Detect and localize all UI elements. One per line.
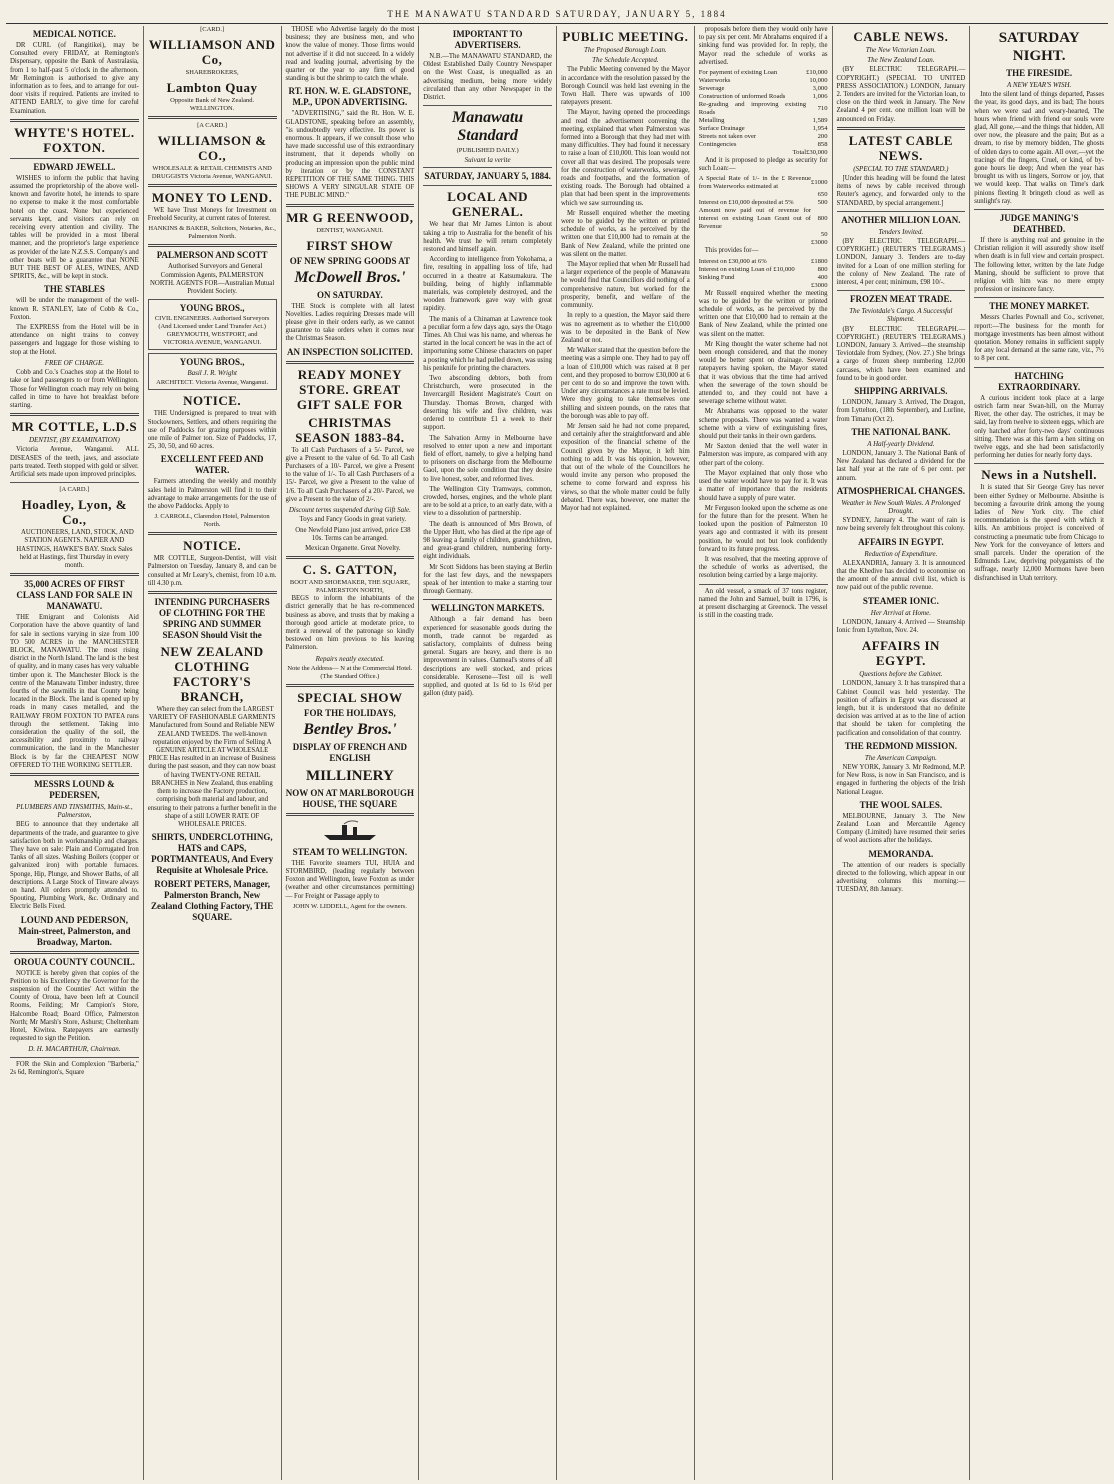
divider [699, 584, 828, 585]
ionic-heading: STEAMER IONIC. [862, 595, 939, 606]
divider [286, 361, 415, 364]
local-text-5: The Salvation Army in Melbourne have resolved to enter upon a new and important field of effort, namely, to give a helping hand to prisoners on discharge from the Melbourne Gaol, upon the sole condition that they desire to live honest, sober, and reformed lives. [423, 434, 552, 483]
schedule-table [699, 69, 828, 157]
page-header: THE MANAWATU STANDARD SATURDAY, JANUARY 5, 1884 [6, 6, 1108, 24]
schedule-amount: 10,000 [809, 77, 828, 85]
medical-text: DR CURL (of Rangitikei), may be Consulted every FRIDAY, at Remington's Dispensary, opposite the Bank of Australasia, from 1 to half-past 5 o'clock in the afternoon. Mr Remington is authorised to give any information as to fees, and to arrange for out-door visits if required. Patients are invited to ATTEND EARLY, to give time for careful Examination. [10, 42, 139, 115]
million-sub: Tenders Invited. [878, 227, 924, 236]
oroua-text: NOTICE is hereby given that copies of the Petition to his Excellency the Governor for the suspension of the Counties' Act within the County of Oroua, have been left at Council Rooms, Feilding; Mr Campion's Store, Halcombe Road; Board Office, Palmerston North; Mr Marsh's Store, Ashurst; Cheltenham Hotel, Kiwitea. Ratepayers are earnestly requested to sign the Petition. [10, 969, 139, 1043]
nutshell-text: It is stated that Sir George Grey has never been either Sydney or Melbourne. Absinthe is becoming a favourite drink among the young ladies of New York city. The chief recommendation is the speed with which it kills. An ambitious project is conceived of constructing a pneumatic tube from Chicago to New York for the conveyance of letters and small parcels. Under the operation of the Edmunds Law, depriving polygamists of the suffrage, nearly 12,000 Mormons have been disfranchised in Utah territory. [974, 484, 1104, 582]
issue-date: SATURDAY, JANUARY 5, 1884. [424, 171, 551, 182]
architect-text: ARCHITECT. Victoria Avenue, Wanganui. [156, 379, 269, 387]
notice2-text: MR COTTLE, Surgeon-Dentist, will visit Palmerston on Tuesday, January 8, and can be consulted at Mr Leary's, chemist, from 10 a.m. till 4.30 p.m. [147, 555, 277, 587]
steamer-icon [286, 819, 415, 844]
meeting-text-5: In reply to a question, the Mayor said there was no agreement as to whether the £10,000 was to be deposited in the Bank of New Zealand or not. [561, 312, 690, 344]
schedule-label: Construction of unformed Roads [698, 93, 786, 101]
oroua-heading: OROUA COUNTY COUNCIL. [13, 956, 135, 967]
hatching-text: A curious incident took place at a large ostrich farm near Swan-hill, on the Murray River, the other day. The ostriches, it may be said, lay from twelve to sixteen eggs, which are only hatched after forty-two days' continuous sitting. There was at this farm a hen sitting on twelve eggs, and she had been satisfactorily performing her duties for nearly forty days. [974, 394, 1104, 460]
bank-heading: THE NATIONAL BANK. [851, 426, 951, 437]
newyear-heading: A NEW YEAR'S WISH. [1006, 81, 1072, 89]
columns [6, 26, 1108, 1480]
text-1: Mr Russell enquired whether the meeting was to be guided by the written or printed schedule of works, as he perceived by the written one that £10,000 had to remain at the Bank of New Zealand, while the printed one was silent on the matter. [698, 289, 828, 338]
money-market-heading: THE MONEY MARKET. [989, 301, 1089, 312]
divider [423, 167, 552, 168]
schedule-amount: 710 [817, 105, 828, 113]
feed-text: Farmers attending the weekly and monthly sales held in Palmerston will find it to their advantage to make arrangements for the use of the above Paddocks. Apply to [147, 478, 277, 511]
piano: One Newfold Piano just arrived, price £38 10s. Terms can be arranged. [295, 526, 411, 542]
column-4 [419, 26, 557, 1480]
column-7 [833, 26, 971, 1480]
lound-text: BEG to announce that they undertake all departments of the trade, and guarantee to give satisfaction both in workmanship and charges. They have on sale: Plain and Corrugated Iron Tanks of all sizes. Washing Boilers (copper or galvanized iron) with portable furnaces. Sponge, Hip, Plunge, and Shower Baths, of all descriptions. A Large Stock of Tinware always on hand. All orders promptly attended to. Spouting, Plumbing Work, &c. Ordinary and Electric Bells Fixed. [10, 821, 139, 911]
address: Note the Address— N at the Commercial Hotel. (The Standard Office.) [287, 664, 413, 680]
young-bros-heading: YOUNG BROS., [179, 303, 245, 314]
schedule-label: Surface Drainage [698, 125, 745, 133]
millinery: MILLINERY [305, 767, 394, 784]
young-bros-architect-ad [148, 353, 277, 390]
inspection: AN INSPECTION SOLICITED. [286, 346, 413, 357]
meeting-text-2: The Mayor, having opened the proceedings and read the advertisement convening the meeting, explained that when Palmerston was formed into a Borough that they had met with many difficulties. They had found it necessary to raise a loan of £10,000. This loan would not cover all that was desired. The proposals were for the construction of waterworks, sewerage, roads and footpaths, and the formation of existing roads. The Borough had obtained a plan that had been spent in the improvements which we saw surrounding us. [561, 109, 690, 207]
williamson-sharebrokers: WILLIAMSON AND Co, [148, 37, 276, 67]
meeting-text-3: Mr Russell enquired whether the meeting were to be guided by the written or printed schedule of works, as he perceived by the written one that £10,000 had to remain at the Bank of New Zealand, while the printed one was silent on the matter. [561, 209, 690, 258]
chemists-sub: WHOLESALE & RETAIL CHEMISTS AND DRUGGISTS Victoria Avenue, WANGANUI. [151, 165, 273, 180]
divider [148, 591, 277, 594]
gladstone-text: "ADVERTISING," said the Rt. Hon. W. E. GLADSTONE, speaking before an assembly, "is undoubtedly very effective. Its power is enormous. It appears, if we consult those who have made successful use of this extraordinary instrument, that it depends wholly on producing an impression upon the public mind by iteration or by the CONSTANT REPETITION OF THE SAME THING. THIS SHOWS A VERY SINGULAR STATE OF THE PUBLIC MIND." [285, 110, 415, 200]
hatching-heading: HATCHING EXTRAORDINARY. [998, 370, 1081, 392]
nutshell-heading: News in a Nutshell. [981, 467, 1097, 483]
memoranda-heading: MEMORANDA. [868, 848, 934, 859]
divider [10, 951, 139, 954]
lambton-sub: Opposite Bank of New Zealand. WELLINGTON. [170, 97, 255, 112]
divider [423, 105, 552, 106]
divider [148, 532, 277, 535]
wellington-text: Although a fair demand has been experienced for seasonable goods during the month, trade cannot be regarded as satisfactory, complaints of dulness being general. Sugars are heavy, and there is no improvement in values. Oatmeal's stores of all descriptions are well stocked, and prices considerable. Kerosene—Test oil is well supplied, and quoted at 1s 6d to 1s 6½d per gallon (duty paid). [423, 616, 552, 698]
india-text: ALEXANDRIA, January 3. It is announced that the Khedive has decided to economise on the amount of the annual civil list, which is now paid out of the public revenue. [836, 559, 966, 592]
shirts-heading: SHIRTS, UNDERCLOTHING, HATS and CAPS, PORTMANTEAUS, And Every Requisite at Wholesale Price. [151, 832, 274, 876]
schedule-label: Waterworks [698, 77, 731, 85]
spring-goods: OF NEW SPRING GOODS AT [289, 255, 411, 266]
security-text: And it is proposed to pledge as security for such Loan:— [698, 157, 828, 173]
sharebrokers-label: SHAREBROKERS, [185, 69, 239, 76]
schedule-label: Sewerage [698, 85, 725, 93]
memoranda-text: The attention of our readers is specially directed to the following, which appear in our advertising columns this morning:— TUESDAY, 8th January. [836, 861, 966, 894]
money-heading: MONEY TO LEND. [151, 190, 273, 205]
schedule-row [699, 85, 828, 93]
text-7: It was resolved, that the meeting approve of the schedule of works as advertised, the resolution being carried by a large majority. [698, 555, 828, 580]
million-text: (BY ELECTRIC TELEGRAPH.—COPYRIGHT.) (REUTER'S TELEGRAMS.) LONDON, January 3. Tenders are to-day invited for a Loan of one million sterling for the colony of New Zealand. The rate of interest, 4 per cent; minimum, £98 10/-. [836, 238, 966, 287]
text-8: An old vessel, a smack of 37 tons register, named the John and Samuel, built in 1796, is at present discharging at Greenock. The vessel is still in the coasting trade. [698, 587, 828, 620]
schedule-amount: 1,006 [812, 93, 828, 101]
security-table: A Special Rate of 1/- in the £ Revenue from Waterworks estimated at £1000 650 Interest on £10,000 deposited at 5% 500 Amount now paid out of revenue for interest on existing Loan Grant out of Revenue 800 50 £3000 [698, 175, 828, 247]
stables-text: will be under the management of the well-known R. STANLEY, late of Cobb & Co., Foxton. [10, 297, 139, 321]
express-text: The EXPRESS from the Hotel will be in attendance on night trains to convey passengers and luggage for those wishing to stop at the Hotel. [10, 324, 139, 356]
egypt-text: LONDON, January 3. It has transpired that a Cabinet Council was held yesterday. The position of affairs in Egypt was discussed at length, but it is understood that no definite decision was arrived at as to the line of action that should be taken for completing the pacification and consolidation of that country. [836, 680, 966, 737]
schedule-amount: 1,589 [812, 117, 828, 125]
schedule-label: Metalling [698, 117, 725, 125]
now-on: NOW ON AT MARLBOROUGH HOUSE, THE SQUARE [285, 787, 414, 809]
schedule-row [699, 93, 828, 101]
lound-heading: MESSRS LOUND & PEDERSEN, [34, 779, 115, 800]
text-3: Mr Abrahams was opposed to the water scheme proposals. There was wanted a water scheme with a view of extinguishing fires, should put their tanks in their own gardens. [698, 408, 828, 441]
cable-text: (BY ELECTRIC TELEGRAPH.—COPYRIGHT.) (SPECIAL TO UNITED PRESS ASSOCIATION.) LONDON, January 2. Tenders are invited for the Victorian loan, to close on the third week in January. The New Zealand 4 per cent. one million loan will be announced on Friday. [836, 66, 966, 123]
display: DISPLAY OF FRENCH AND ENGLISH [292, 741, 407, 763]
repairs: Repairs neatly executed. [315, 654, 385, 663]
gatton-text: BEGS to inform the inhabitants of the district generally that he has re-commenced business as above, and trusts that by making a thorough good article at moderate price, to merit a renewal of the patronage so kindly bestowed on him previous to his leaving Palmerston. [285, 595, 415, 652]
nz-clothing-heading: NEW ZEALAND CLOTHING FACTORY'S BRANCH, [160, 644, 264, 705]
schedule-row [699, 133, 828, 141]
frozen-text: (BY ELECTRIC TELEGRAPH.—COPYRIGHT.) (REUTER'S TELEGRAMS.) LONDON, January 3. Arrived—the steamship Teviotdale from Sydney, (Nov. 27.) She brings a cargo of frozen sheep numbering 12,000 carcases, which have been examined and found to be in good order. [836, 325, 966, 382]
atmos-heading: ATMOSPHERICAL CHANGES. [836, 485, 966, 496]
first-show: FIRST SHOW [306, 237, 394, 253]
divider [10, 482, 139, 483]
column-3 [282, 26, 420, 1480]
lound-sub: PLUMBERS AND TINSMITHS, Main-st., Palmerston, [16, 803, 133, 820]
divider [974, 367, 1104, 368]
schedule-row [699, 125, 828, 133]
bank-sub: A Half-yearly Dividend. [867, 439, 935, 448]
stables-heading: THE STABLES [43, 284, 105, 295]
special-show: SPECIAL SHOW [297, 689, 403, 705]
fireside-heading: THE FIRESIDE. [1006, 68, 1073, 78]
young-bros-text: CIVIL ENGINEERS. Authorised Surveyors (And Licensed under Land Transfer Act.) GREYMOUTH, WESTPORT, and VICTORIA AVENUE, WANGANUI. [154, 315, 270, 347]
card-label: [CARD.] [200, 26, 225, 33]
meeting-text-6: Mr Walker stated that the question before the meeting was a simple one. They had to pay off a loan of £10,000 which was raised at 8 per cent, and they proposed to borrow £30,000 at 6 per cent to do so and improve the town with. Under any circumstances a rate must be levied. Were they going to take themselves one shilling and sixteen pounds, on the rates that the borough was able to pay off. [561, 347, 690, 420]
local-text-1: We hear that Mr James Linton is about taking a trip to Australia for the benefit of his health. We trust he will return completely restored and himself again. [423, 221, 552, 254]
schedule-label: Contingencies [698, 141, 737, 149]
latest-sub: (SPECIAL TO THE STANDARD.) [853, 164, 949, 173]
medical-heading: MEDICAL NOTICE. [32, 29, 116, 39]
ready-money: READY MONEY STORE. GREAT GIFT SALE FOR [296, 366, 403, 412]
saturday-heading: SATURDAY NIGHT. [998, 30, 1080, 64]
mcdowell-text: THE Stock is complete with all latest Novelties. Ladies requiring Dresses made will please give in their orders early, as we cannot guarantee to take orders when it comes near the Christmas Season. [285, 302, 415, 343]
cottle-text: Victoria Avenue, Wanganui. ALL DISEASES of the teeth, jaws, and associate parts treated. Teeth stopped with gold or silver. Artificial sets made upon improved principles. [10, 446, 139, 478]
divider [10, 1057, 139, 1058]
india-sub: Reduction of Expenditure. [864, 549, 938, 558]
published-daily: (PUBLISHED DAILY.) [456, 147, 519, 155]
hoadley-card: [A CARD.] [59, 486, 90, 494]
judge-heading: JUDGE MANING'S DEATHBED. [999, 213, 1079, 235]
hotel-text: WISHES to inform the public that having assumed the proprietorship of the above well-known and favorite hotel, he intends to spare no expense to make it the most comfortable hotel on the coast. None but experienced servants kept, and visitors can rely on receiving every attention and civility. The tables will be provided in a most liberal manner, and the proprietor's large experience as provider of the late N.Z.S.S. Company's and other boats will be a guarantee that NONE BUT THE BEST OF ALES, WINES, AND SPIRITS, &c., will be kept in stock. [10, 174, 139, 281]
cottle-heading: MR COTTLE, L.D.S [11, 419, 138, 435]
hoadley-text: AUCTIONEERS, LAND, STOCK, AND STATION AGENTS. NAPIER AND HASTINGS, HAWKE'S BAY. Stock Sales held at Hastings, first Thursday in every month. [16, 529, 134, 569]
divider [286, 204, 415, 207]
greenwood-sub: DENTIST, WANGANUI. [316, 226, 384, 234]
palmerson-text: Authorised Surveyors and General Commission Agents, PALMERSTON NORTH. AGENTS FOR—Australian Mutual Provident Society. [150, 263, 275, 296]
oroua-sign: D. H. MACARTHUR, Chairman. [28, 1045, 121, 1054]
steam-text: THE Favorite steamers TUI, HUIA and STORMBIRD, (leading regularly between Foxton and Wellington, leave Foxton as under (weather and other circumstances permitting)— For Freight or Passage apply to [285, 859, 415, 900]
gatton-sub: BOOT AND SHOEMAKER, THE SQUARE, PALMERSTON NORTH, [289, 579, 410, 595]
meeting-text-1: The Public Meeting convened by the Mayor in accordance with the resolution passed by the Borough Council was held last evening in the Town Hall. There was upwards of 100 ratepayers present. [561, 66, 690, 107]
christmas-season: CHRISTMAS SEASON 1883-84. [295, 414, 405, 445]
shipping-text: LONDON, January 3. Arrived, The Dragon, from Lyttelton, (18th September), and Lurline, from Timaru (Oct 2). [836, 399, 966, 423]
lambton-quay: Lambton Quay [166, 80, 258, 95]
redmond-sub: The American Campaign. [864, 753, 937, 762]
schedule-amount: £10,000 [806, 69, 828, 77]
schedule-amount: 858 [817, 141, 828, 149]
bentley-bros: Bentley Bros.' [303, 720, 397, 738]
wellington-heading: WELLINGTON MARKETS. [430, 603, 545, 614]
young-bros-heading: YOUNG BROS., [179, 357, 245, 368]
intending-heading: INTENDING PURCHASERS OF CLOTHING FOR THE SPRING AND SUMMER SEASON Should Visit the [154, 597, 270, 641]
hotel-heading: WHYTE'S HOTEL. FOXTON. [14, 124, 135, 155]
money-text: WE have Trust Moneys for Investment on Freehold Security, at current rates of Interest. [147, 207, 277, 223]
divider [10, 413, 139, 416]
cable-heading: CABLE NEWS. [853, 29, 949, 44]
divider [148, 116, 277, 119]
column-8 [970, 26, 1108, 1480]
toys: Toys and Fancy Goods in great variety. [299, 516, 407, 524]
motto: Suivant la verite [464, 156, 511, 165]
important-text: N.B.—The MANAWATU STANDARD, the Oldest Established Daily Country Newspaper on the West Coast, is unequalled as an advertising medium, being more widely circulated than any other Newspaper in the District. [423, 53, 552, 102]
divider [837, 211, 966, 212]
schedule-amount: 200 [817, 133, 828, 141]
local-text-8: Mr Scott Siddons has been staying at Berlin for the last few days, and the newspapers speak of her intention to make a starring tour through Germany. [423, 563, 552, 596]
divider [286, 684, 415, 687]
text-4: Mr Saxton denied that the well water in Palmerston was impure, as compared with any other part of the colony. [698, 443, 828, 467]
schedule-amount: 1,954 [812, 125, 828, 133]
latest-note: [Under this heading will be found the latest items of news by cable received through Reuter's agency, and forwarded only to the STANDARD, by special arrangement.] [836, 175, 966, 207]
atmos-text: SYDNEY, January 4. The want of rain is now being severely felt throughout this colony. [836, 517, 966, 533]
local-text-2: According to intelligence from Yokohama, a fire, resulting in appalling loss of life, had occurred in a theatre at Katsumakura. The building, being of highly inflammable materials, was completely destroyed, and the wooden framework gave way with great rapidity. [423, 256, 552, 313]
peters-sign: ROBERT PETERS, Manager, Palmerston Branch, New Zealand Clothing Factory, THE SQUARE. [150, 879, 274, 923]
meeting-text-7: Mr Jensen said he had not come prepared, and certainly after the straightforward and able exposition of the financial scheme of the Council given by the Mayor, it left him nothing to add. It was his opinion, however, that out of the whole of the Councillors he would invite any person who proposed the scheme to come forward and express his views, so that the whole matter could be fully debated. There was, however, one matter the Mayor had not explained. [561, 422, 690, 512]
divider [286, 556, 415, 559]
liddell-sign: JOHN W. LIDDELL, Agent for the owners. [292, 902, 407, 910]
gift-text: To all Cash Purchasers of a 5/- Parcel, we give a Present to the value of 6d. To all Cash Purchasers of a 10/- Parcel, we give a Present to the value of 1/-. To all Cash Purchasers of a 15/- Parcel, we give a Present to the value of 1/6. To all Cash Purchasers of a 20/- Parcel, we give a Present to the value of 2/-. [285, 446, 415, 503]
cable-sub-1: The New Victorian Loan. [865, 46, 936, 54]
schedule-total-row: Total £30,000 [792, 149, 828, 157]
divider [837, 290, 966, 291]
text-6: Mr Ferguson looked upon the scheme as one for the future than for the present. When he looked upon the position of Palmerston 10 years ago and contrasted it with its present position, he would not but look confidently forward to its future progress. [698, 504, 828, 553]
provides-text: This provides for— [704, 247, 759, 255]
divider [148, 184, 277, 187]
column-1 [6, 26, 144, 1480]
text-2: Mr King thought the water scheme had not been enough considered, and that the money would be better spent on drainage. Several ratepayers having spoken, the Mayor stated that it was obvious that the time had arrived when the sewerage of the town should be attended to, and they could not have a sewerage scheme without water. [698, 340, 828, 406]
million-heading: ANOTHER MILLION LOAN. [841, 214, 961, 225]
free-of-charge: FREE OF CHARGE. [44, 358, 105, 367]
divider [10, 573, 139, 576]
gladstone-heading: RT. HON. W. E. GLADSTONE, M.P., UPON ADVERTISING. [288, 86, 412, 108]
divider [974, 209, 1104, 210]
mcdowell-bros: McDowell Bros.' [294, 268, 406, 286]
cottle-sub: DENTIST, (BY EXAMINATION) [28, 436, 120, 445]
redmond-text: NEW YORK, January 3. Mr Redmond, M.P. for New Ross, is now in San Francisco, and is engaged in furthering the objects of the Irish National League. [836, 763, 966, 796]
advertise-text: THOSE who Advertise largely do the most business; they are business men, and who know the value of money. Those firms would not advertise if it did not succeed. In a widely read and leading journal, advertising by the quarter or the year to any firm of good standing is but the shrimp to catch the whale. [285, 26, 415, 83]
schedule-amount: 3,000 [812, 85, 828, 93]
feed-heading: EXCELLENT FEED AND WATER. [160, 454, 264, 476]
hoadley-heading: Hoadley, Lyon, & Co., [21, 497, 128, 528]
divider [423, 599, 552, 600]
notice2-heading: NOTICE. [183, 538, 242, 554]
notice-text: THE Undersigned is prepared to treat with Stockowners, Settlers, and others requiring the use of Paddocks for grazing purposes within one mile of Palmer ton. Size of Paddocks, 17, 25, 30, 50, and 60 acres. [147, 410, 277, 451]
divider [10, 158, 139, 159]
bank-text: LONDON, January 3. The National Bank of New Zealand has declared a dividend for the last half year at the rate of 6 per cent. per annum. [836, 449, 966, 482]
williamson-chemists: WILLIAMSON & CO., [157, 133, 267, 163]
important-heading: IMPORTANT TO ADVERTISERS. [452, 29, 523, 50]
shipping-heading: SHIPPING ARRIVALS. [854, 386, 948, 397]
wool-heading: THE WOOL SALES. [859, 799, 943, 810]
schedule-row [699, 141, 828, 149]
discount: Discount terms suspended during Gift Sale. [288, 506, 411, 515]
divider [837, 127, 966, 130]
divider [974, 297, 1104, 298]
judge-text: If there is anything real and genuine in the Christian religion it will assuredly show itself when death is in full view and certain prospect. The following letter, written by the late Judge Maning, should be sufficient to prove that religion with him was no mere empty profession or insincere fancy. [974, 237, 1104, 294]
carroll-sign: J. CARROLL, Clarendon Hotel, Palmerston North. [154, 513, 270, 529]
meeting-sub-2: The Schedule Accepted. [592, 56, 659, 65]
local-text-3: The manis of a Chinaman at Lawrence took a peculiar form a few days ago, says the Otago Times. Ah Chui was his name, and whereas he started in the local concert he was in the act of importuning some Chinese characters on paper a posting which he had pulled down, was using his penknife for printing the characters. [423, 315, 552, 372]
frozen-sub: The Teviotdale's Cargo. A Successful Shipment. [849, 307, 953, 324]
local-heading: LOCAL AND GENERAL. [447, 189, 528, 220]
schedule-intro: proposals before them they would only have to pay six per cent. Mr Abrahams enquired if a sinking fund was provided for. In reply, the Mayor read the schedule of works as advertised. [698, 26, 828, 66]
gatton-heading: C. S. GATTON, [302, 562, 398, 578]
paper-title: Manawatu Standard [452, 109, 524, 145]
poem: Into the silent land of things departed, Passes the year, its good days, and its bad; The hours when we were sad and weary-hearted, The hours when friend with friend our souls were glad, All gone,—and the things that hidden, All over now, the pleasure and the pain; But as a dream, to rise by memory bidden, The ghosts of olden days to come again. All over,—yet the tracings of the fingers, Cruel, or kind, of by-gone hours lie deep; And when the year has brought us with us lingers, Sorrow or joy, that we would keep. That walks on Time's dark pinions fleeting It bringeth cloud as well as sunlight's ray. [974, 91, 1104, 205]
redmond-heading: THE REDMOND MISSION. [844, 740, 957, 751]
text-5: The Mayor explained that only those who used the water would have to pay for it. It was a matter of importance that the residents should have a supply of pure water. [698, 469, 828, 502]
land-text: THE Emigrant and Colonists Aid Corporation have the above quantity of land for sale in sections varying in size from 100 TO 500 ACRES in the MANCHESTER BLOCK, MANAWATU. The most rising district in the North Island. The land is the best of quality, and in many cases has very valuable timber upon it. The Manchester Block is the centre of the Manawatu Timber industry, three fourths of the sawmills in that County being located in the Block. The land is opened up by roads in many cases metalled, and the RAILWAY FROM FOXTON TO PATEA runs through the settlement. Taking into consideration the quality of the soil, the accessibility and proximity to railway communication, the land in the Manchester Block is by far the CHEAPEST NOW OFFERED TO THE WORKING SETTLER. [10, 614, 139, 769]
divider [286, 813, 415, 816]
organette: Mexican Organette. Great Novelty. [305, 544, 401, 552]
on-saturday: ON SATURDAY. [317, 289, 383, 300]
hankins-baker: HANKINS & BAKER, Solicitors, Notaries, &c., Palmerston North. [148, 225, 276, 241]
schedule-row [699, 77, 828, 85]
egypt-heading: AFFAIRS IN EGYPT. [861, 638, 940, 669]
schedule-row [699, 101, 828, 117]
cable-sub-2: The New Zealand Loan. [867, 56, 935, 65]
holidays: FOR THE HOLIDAYS, [303, 707, 396, 718]
land-heading: 35,000 ACRES OF FIRST CLASS LAND FOR SALE IN MANAWATU. [16, 579, 133, 612]
atmos-sub: Weather in New South Wales. A Prolonged Drought. [841, 498, 961, 515]
local-text-6: The Wellington City Tramways, common, crowded, horses, engines, and the whole plant are to be sold at a price, to an early date, with a view to a dissolution of partnership. [423, 485, 552, 518]
column-5 [557, 26, 695, 1480]
meeting-sub-1: The Proposed Borough Loan. [584, 46, 667, 54]
divider [974, 463, 1104, 464]
money-market-text: Messrs Charles Pownall and Co., scrivener, report:—The business for the month for mortgage investments has been almost without quotation. Money remains in sufficient supply for any local demand at the same rate, viz., 7½ to 8 per cent. [974, 314, 1104, 363]
ionic-sub: Her Arrival at Home. [870, 608, 931, 617]
notice-heading: NOTICE. [183, 393, 242, 409]
schedule-label: For payment of existing Loan [698, 69, 778, 77]
skin-text: FOR the Skin and Complexion "Barberia," 2s 6d, Remington's, Square [10, 1060, 139, 1076]
card-label: [A CARD.] [197, 122, 228, 129]
architect-name: Basil J. R. Wright [187, 369, 237, 378]
divider [423, 185, 552, 186]
young-bros-engineers-ad [148, 299, 277, 350]
schedule-row [699, 117, 828, 125]
palmerson-heading: PALMERSON AND SCOTT [156, 250, 268, 261]
cobb-text: Cobb and Co.'s Coaches stop at the Hotel to take or land passengers to or from Wellington. Those for Wellington coach may rely on being called in time to have hot breakfast before starting. [10, 369, 139, 409]
schedule-row [699, 69, 828, 77]
latest-heading: LATEST CABLE NEWS. [848, 132, 953, 163]
divider [10, 773, 139, 776]
frozen-heading: FROZEN MEAT TRADE. [849, 294, 952, 305]
column-6 [695, 26, 833, 1480]
steam-heading: STEAM TO WELLINGTON. [292, 846, 408, 857]
meeting-heading: PUBLIC MEETING. [562, 29, 689, 44]
wool-text: MELBOURNE, January 3. The New Zealand Loan and Mercantile Agency Company (Limited) have resumed their series of wool auctions after the holidays. [836, 812, 966, 845]
nz-clothing-text: Where they can select from the LARGEST VARIETY OF FASHIONABLE GARMENTS Manufactured from Sound and Reliable NEW ZEALAND TWEEDS. The well-known reputation enjoyed by the Firm of Selling A GENUINE ARTICLE AT WHOLESALE PRICE Has resulted in an increase of Business during the past season, and they can now boast of having TWENTY-ONE RETAIL BRANCHES in New Zealand, thus enabling them to increase the Factory production, comprising both material and labour, and ensuring to their patrons a further benefit in the shape of a still LOWER RATE OF WHOLESALE PRICES. [147, 706, 277, 828]
divider [148, 244, 277, 247]
local-text-7: The death is announced of Mrs Brown, of the Upper Hutt, who has died at the ripe age of 98 leaving a family of children, grandchildren, and great-grand children, numbering forty-eight individuals. [423, 520, 552, 561]
ionic-text: LONDON, January 4. Arrived — Steamship Ionic from Lyttelton, Nov. 24. [836, 618, 966, 634]
provides-table: Interest on £30,000 at 6% £1800 Interest on existing Loan of £10,000 800 Sinking Fund 400 £3000 [698, 257, 828, 289]
hotel-owner: EDWARD JEWELL. [33, 161, 116, 172]
egypt-sub: Questions before the Cabinet. [859, 670, 943, 679]
greenwood-heading: MR G REENWOOD, [286, 209, 414, 225]
local-text-4: Two absconding debtors, both from Christchurch, were prosecuted in the Invercargill Resident Magistrate's Court on Thursday. Thomas Brown, charged with deserting his wife and five children, was ordered to contribute £1 a week to their support. [423, 375, 552, 432]
divider [10, 119, 139, 122]
india-heading: AFFAIRS IN EGYPT. [858, 536, 944, 547]
meeting-text-4: The Mayor replied that when Mr Russell had a larger experience of the people of Manawatu he would find that Councillors did nothing of a comprehensive nature, but worked for the prosperity, benefit, and welfare of the community. [561, 261, 690, 310]
column-2 [144, 26, 282, 1480]
lound-footer: LOUND AND PEDERSON, Main-street, Palmerston, and Broadway, Marton. [18, 914, 131, 947]
schedule-label: Streets not taken over [698, 133, 757, 141]
schedule-label: Re-grading and improving existing Roads [698, 101, 807, 117]
